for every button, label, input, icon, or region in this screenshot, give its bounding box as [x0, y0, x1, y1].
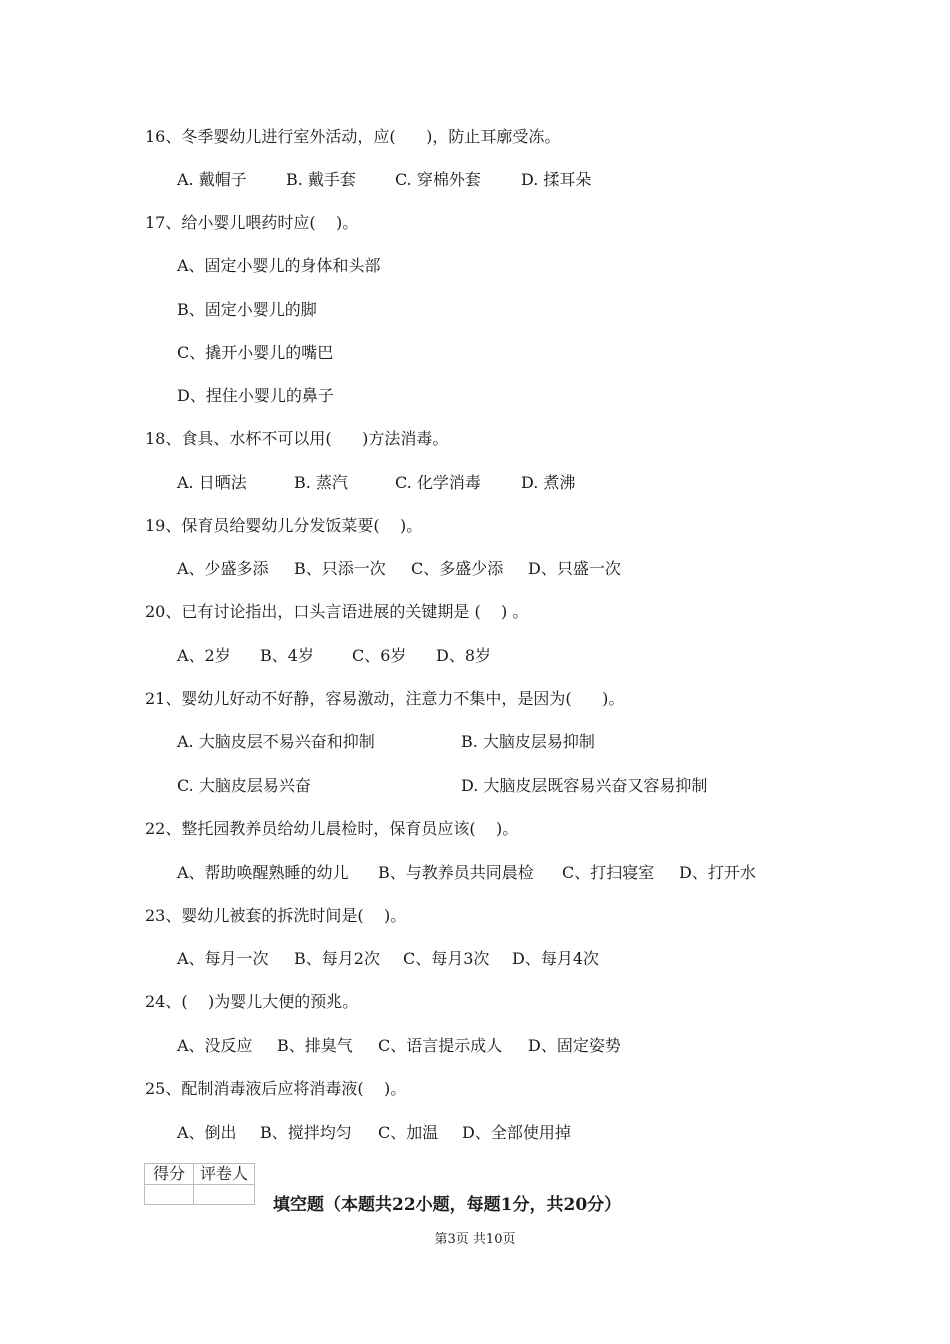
question-25-option-d: D、全部使用掉 [462, 1123, 571, 1142]
question-16-option-d: D. 揉耳朵 [521, 170, 592, 189]
question-22-stem: 22、整托园教养员给幼儿晨检时，保育员应该( )。 [145, 819, 519, 838]
question-19-option-b: B、只添一次 [294, 559, 386, 578]
question-16-stem: 16、冬季婴幼儿进行室外活动，应( )，防止耳廓受冻。 [145, 127, 561, 146]
question-17-stem: 17、给小婴儿喂药时应( )。 [145, 213, 359, 232]
question-16-option-c: C. 穿棉外套 [395, 170, 481, 189]
question-22-option-d: D、打开水 [679, 863, 756, 882]
grader-cell [194, 1185, 255, 1205]
question-24-option-d: D、固定姿势 [528, 1036, 621, 1055]
question-24-option-a: A、没反应 [177, 1036, 253, 1055]
question-16-option-b: B. 戴手套 [286, 170, 356, 189]
question-22-option-b: B、与教养员共同晨检 [378, 863, 534, 882]
section-title: 填空题（本题共22小题，每题1分，共20分） [273, 1195, 622, 1215]
question-19-stem: 19、保育员给婴幼儿分发饭菜要( )。 [145, 516, 423, 535]
question-20-option-b: B、4岁 [260, 646, 314, 665]
question-25-option-c: C、加温 [378, 1123, 439, 1142]
question-16-option-a: A. 戴帽子 [177, 170, 247, 189]
question-20-option-a: A、2岁 [177, 646, 231, 665]
question-18-option-d: D. 煮沸 [521, 473, 576, 492]
question-19-option-a: A、少盛多添 [177, 559, 269, 578]
score-label: 得分 [145, 1164, 194, 1185]
question-20-stem: 20、已有讨论指出，口头言语进展的关键期是 ( ) 。 [145, 602, 529, 621]
question-21-option-b: B. 大脑皮层易抑制 [461, 732, 595, 751]
question-17-option-a: A、固定小婴儿的身体和头部 [177, 256, 381, 275]
question-24-option-b: B、排臭气 [277, 1036, 353, 1055]
question-17-option-c: C、撬开小婴儿的嘴巴 [177, 343, 334, 362]
question-23-option-a: A、每月一次 [177, 949, 269, 968]
page-footer: 第3页 共10页 [434, 1232, 516, 1247]
question-17-option-b: B、固定小婴儿的脚 [177, 300, 317, 319]
question-18-option-a: A. 日晒法 [177, 473, 247, 492]
question-23-option-c: C、每月3次 [403, 949, 490, 968]
question-20-option-c: C、6岁 [352, 646, 407, 665]
question-23-option-d: D、每月4次 [512, 949, 600, 968]
question-17-option-d: D、捏住小婴儿的鼻子 [177, 386, 334, 405]
score-table [144, 1163, 255, 1205]
grader-label: 评卷人 [194, 1164, 255, 1185]
question-21-option-a: A. 大脑皮层不易兴奋和抑制 [177, 732, 375, 751]
question-21-option-d: D. 大脑皮层既容易兴奋又容易抑制 [461, 776, 708, 795]
question-25-option-b: B、搅拌均匀 [260, 1123, 352, 1142]
score-cell [145, 1185, 194, 1205]
question-25-stem: 25、配制消毒液后应将消毒液( )。 [145, 1079, 407, 1098]
question-19-option-c: C、多盛少添 [411, 559, 504, 578]
question-21-option-c: C. 大脑皮层易兴奋 [177, 776, 311, 795]
question-19-option-d: D、只盛一次 [528, 559, 621, 578]
question-25-option-a: A、倒出 [177, 1123, 237, 1142]
question-24-option-c: C、语言提示成人 [378, 1036, 503, 1055]
question-18-stem: 18、食具、水杯不可以用( )方法消毒。 [145, 429, 449, 448]
question-21-stem: 21、婴幼儿好动不好静，容易激动，注意力不集中，是因为( )。 [145, 689, 625, 708]
question-18-option-b: B. 蒸汽 [294, 473, 348, 492]
question-23-stem: 23、婴幼儿被套的拆洗时间是( )。 [145, 906, 407, 925]
question-20-option-d: D、8岁 [436, 646, 492, 665]
question-22-option-c: C、打扫寝室 [562, 863, 655, 882]
question-22-option-a: A、帮助唤醒熟睡的幼儿 [177, 863, 349, 882]
question-18-option-c: C. 化学消毒 [395, 473, 481, 492]
question-23-option-b: B、每月2次 [294, 949, 380, 968]
question-24-stem: 24、( )为婴儿大便的预兆。 [145, 992, 359, 1011]
